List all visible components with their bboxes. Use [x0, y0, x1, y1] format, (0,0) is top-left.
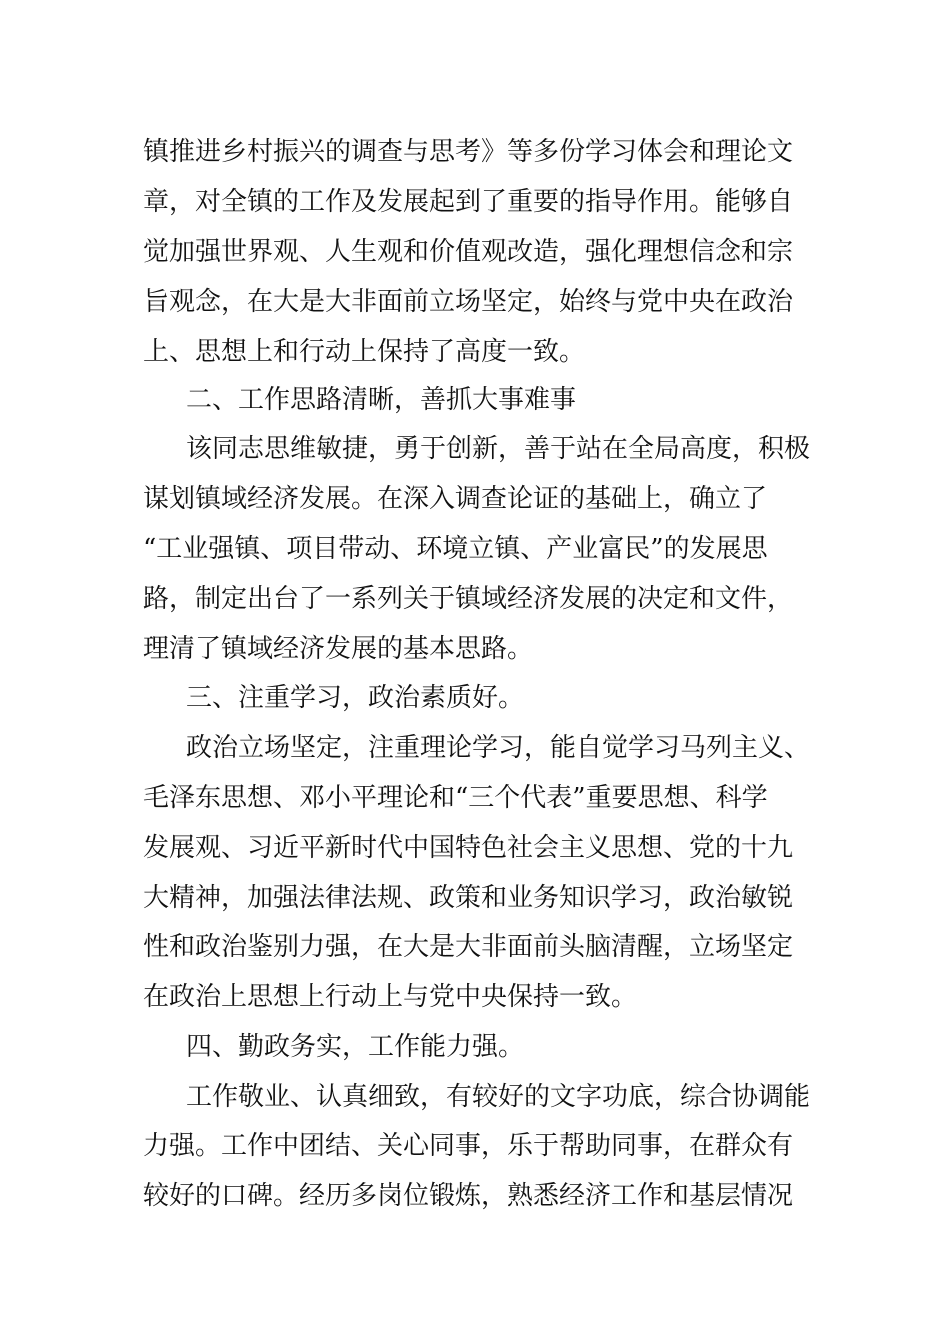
text-line: 上、思想上和行动上保持了高度一致。 — [143, 337, 586, 367]
text-line: 谋划镇域经济发展。在深入调查论证的基础上，确立了 — [143, 484, 768, 514]
text-line: “工业强镇、项目带动、环境立镇、产业富民”的发展思 — [143, 534, 768, 564]
text-line: 力强。工作中团结、关心同事，乐于帮助同事，在群众有 — [143, 1131, 794, 1161]
text-line: 性和政治鉴别力强，在大是大非面前头脑清醒，立场坚定 — [143, 932, 794, 962]
text-line: 在政治上思想上行动上与党中央保持一致。 — [143, 982, 638, 1012]
text-line: 工作敬业、认真细致，有较好的文字功底，综合协调能 — [186, 1082, 811, 1112]
text-line: 发展观、习近平新时代中国特色社会主义思想、党的十九 — [143, 833, 794, 863]
text-line: 毛泽东思想、邓小平理论和“三个代表”重要思想、科学 — [143, 783, 768, 813]
text-line: 觉加强世界观、人生观和价值观改造，强化理想信念和宗 — [143, 237, 794, 267]
text-line: 大精神，加强法律法规、政策和业务知识学习，政治敏锐 — [143, 883, 794, 913]
section-heading: 二、工作思路清晰，善抓大事难事 — [186, 385, 577, 415]
text-line: 路，制定出台了一系列关于镇域经济发展的决定和文件， — [143, 584, 794, 614]
section-heading: 三、注重学习，政治素质好。 — [186, 683, 525, 713]
section-heading: 四、勤政务实，工作能力强。 — [186, 1032, 525, 1062]
text-line: 旨观念，在大是大非面前立场坚定，始终与党中央在政治 — [143, 287, 794, 317]
text-line: 章，对全镇的工作及发展起到了重要的指导作用。能够自 — [143, 187, 794, 217]
text-line: 该同志思维敏捷，勇于创新，善于站在全局高度，积极 — [186, 434, 811, 464]
text-line: 政治立场坚定，注重理论学习，能自觉学习马列主义、 — [186, 733, 811, 763]
text-line: 较好的口碑。经历多岗位锻炼，熟悉经济工作和基层情况 — [143, 1181, 794, 1211]
text-line: 镇推进乡村振兴的调查与思考》等多份学习体会和理论文 — [143, 137, 794, 167]
text-line: 理清了镇域经济发展的基本思路。 — [143, 634, 534, 664]
